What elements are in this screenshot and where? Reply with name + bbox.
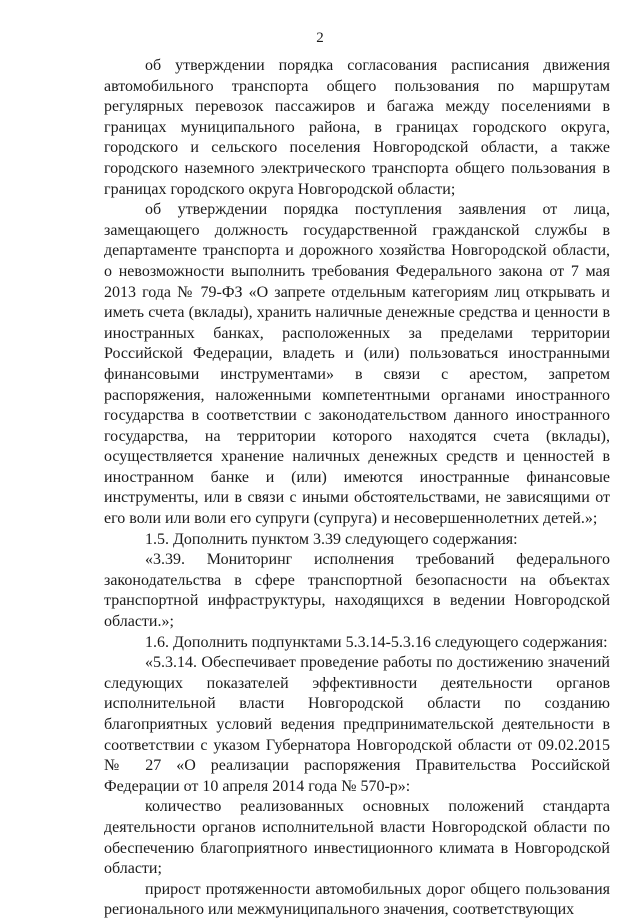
paragraph-item-1-5: 1.5. Дополнить пунктом 3.39 следующего содержания: [145, 530, 518, 548]
paragraph-foreign-accounts: об утверждении порядка поступления заявления от лица, замещающего должность государственной гражданской службы в департаменте транспорта и дорожного хозяйства Новгородской области, о невозможности выполнить требования Федерального закона от 7 мая 2013 года № 79-ФЗ «О запрете отдельным категориям лиц открывать и иметь счета (вклады), хранить наличные денежные средства и ценности в иностранных банках, расположенных за пределами территории Российской Федерации, владеть и (или) пользоваться иностранными финансовыми инструментами» в связи с арестом, запретом распоряжения, наложенными компетентными органами иностранного государства в соответствии с законодательством данного иностранного государства, на территории которого находятся счета (вклады), осуществляется хранение наличных денежных средств и ценностей в иностранном банке и (или) имеются иностранные финансовые инструменты, или в связи с иными обстоятельствами, не зависящими от его воли или воли его супруги (супруга) и несовершеннолетних детей.»; [104, 201, 610, 528]
page-number: 2 [316, 30, 324, 46]
document-body [104, 56, 610, 921]
paragraph-road-growth: прирост протяженности автомобильных дорог общего пользования регионального или межмуниципального значения, соответствующих [104, 880, 610, 919]
paragraph-item-3-39: «3.39. Мониторинг исполнения требований федерального законодательства в сфере транспортной безопасности на объектах транспортной инфраструктуры, находящихся в ведении Новгородской области.»; [104, 551, 610, 631]
paragraph-item-5-3-14: «5.3.14. Обеспечивает проведение работы по достижению значений следующих показателей эффективности деятельности органов исполнительной власти Новгородской области по созданию благоприятных условий ведения предпринимательской деятельности в соответствии с указом Губернатора Новгородской области от 09.02.2015 № 27 «О реализации распоряжения Правительства Российской Федерации от 10 апреля 2014 года № 570-р»: [104, 654, 610, 795]
paragraph-route-schedule: об утверждении порядка согласования расписания движения автомобильного транспорта общего пользования по маршрутам регулярных перевозок пассажиров и багажа между поселениями в границах муниципального района, в границах городского округа, городского и сельского поселения Новгородской области, а также городского наземного электрического транспорта общего пользования в границах городского округа Новгородской области; [104, 57, 610, 198]
paragraph-standard-provisions: количество реализованных основных положений стандарта деятельности органов исполнительной власти Новгородской области по обеспечению благоприятного инвестиционного климата в Новгородской области; [104, 798, 610, 878]
paragraph-item-1-6: 1.6. Дополнить подпунктами 5.3.14-5.3.16 следующего содержания: [145, 633, 608, 651]
